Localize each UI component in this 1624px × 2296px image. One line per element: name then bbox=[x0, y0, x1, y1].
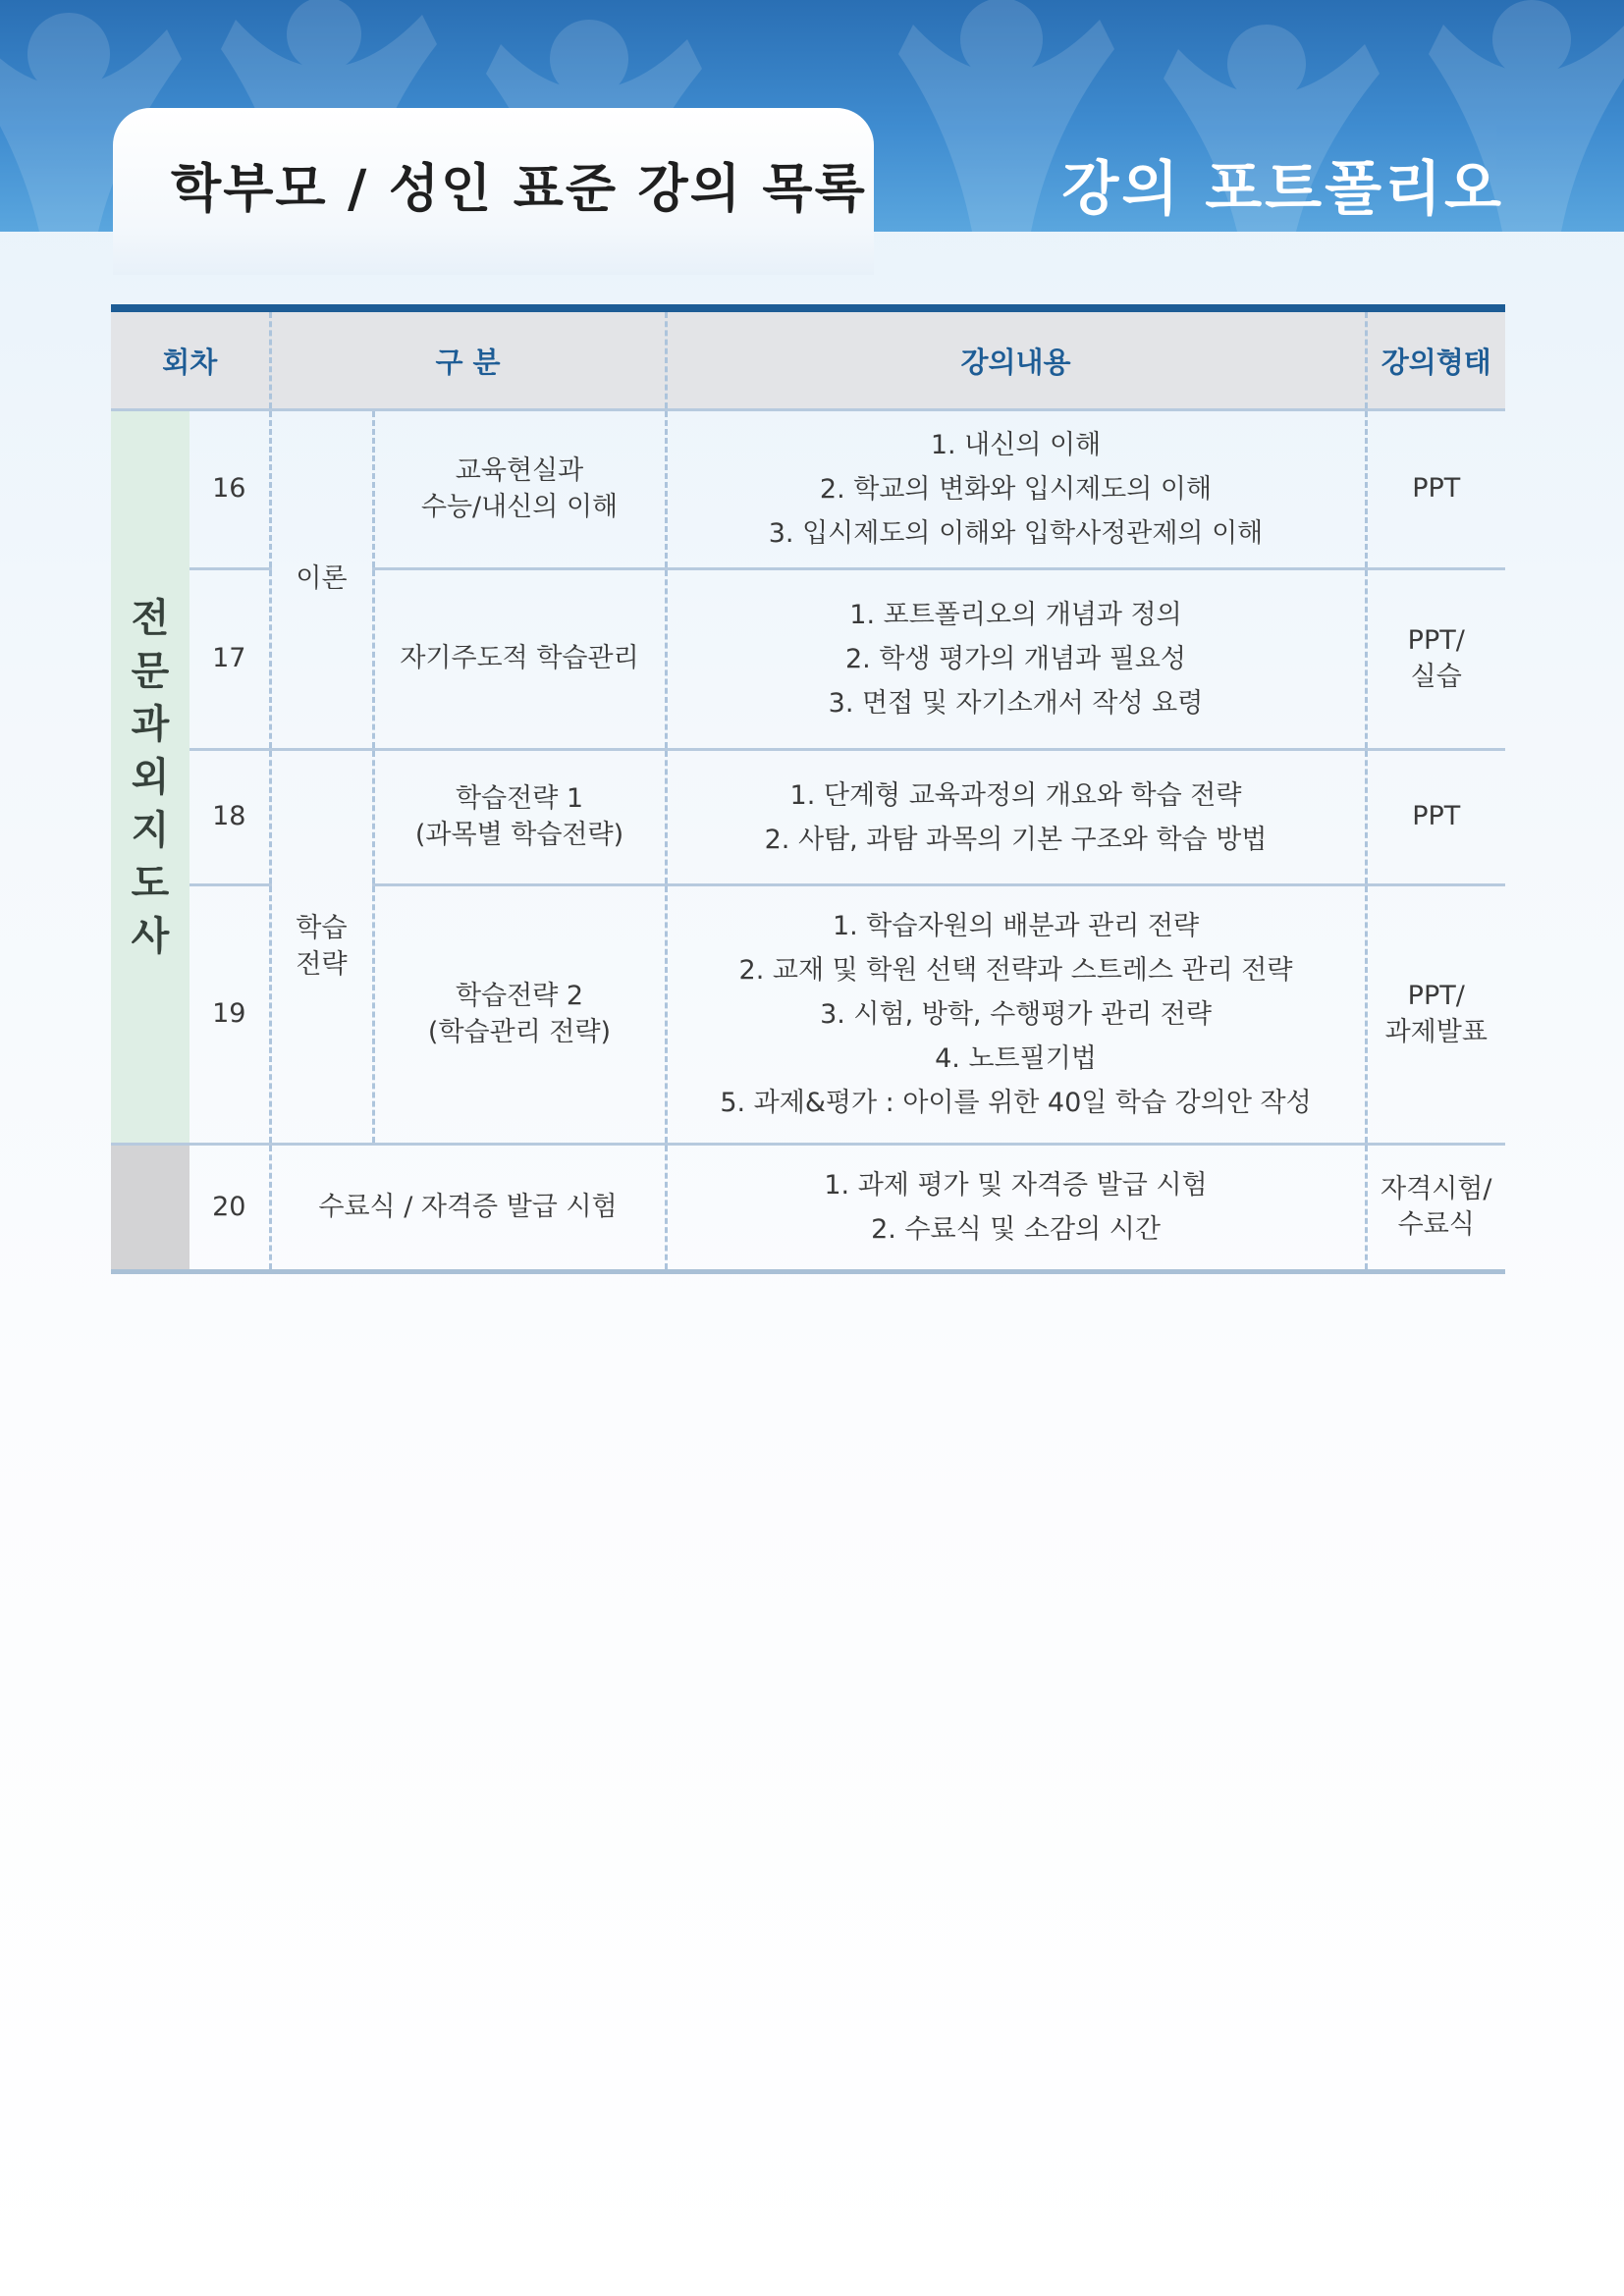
lecture-content bbox=[666, 1145, 1366, 1272]
content-item: 1. 포트폴리오의 개념과 정의 bbox=[849, 600, 1182, 630]
table-row bbox=[111, 750, 1505, 885]
category-cell-empty bbox=[111, 1145, 189, 1272]
page-title: 학부모 / 성인 표준 강의 목록 bbox=[171, 159, 867, 219]
topic: 학습전략 1 (과목별 학습전략) bbox=[373, 750, 666, 885]
content-item: 1. 내신의 이해 bbox=[930, 430, 1102, 460]
category-label: 전 문 과 외 지 도 사 bbox=[131, 595, 170, 959]
col-header-session: 회차 bbox=[111, 308, 270, 410]
session-number: 16 bbox=[212, 473, 246, 505]
lecture-content bbox=[666, 750, 1366, 885]
content-item: 5. 과제&평가 : 아이를 위한 40일 학습 강의안 작성 bbox=[720, 1088, 1312, 1118]
category-cell bbox=[111, 410, 189, 1145]
course-table bbox=[111, 304, 1505, 1274]
topic: 학습전략 2 (학습관리 전략) bbox=[373, 885, 666, 1145]
content-item: 1. 학습자원의 배분과 관리 전략 bbox=[832, 911, 1200, 941]
group-label: 학습 전략 bbox=[270, 750, 373, 1145]
session-number: 17 bbox=[189, 569, 270, 750]
content-item: 3. 입시제도의 이해와 입학사정관제의 이해 bbox=[768, 518, 1264, 549]
table-row bbox=[111, 1145, 1505, 1272]
content-item: 4. 노트필기법 bbox=[935, 1043, 1097, 1074]
content-item: 1. 과제 평가 및 자격증 발급 시험 bbox=[824, 1170, 1208, 1201]
content-item: 2. 교재 및 학원 선택 전략과 스트레스 관리 전략 bbox=[738, 955, 1293, 986]
session-number: 19 bbox=[189, 885, 270, 1145]
lecture-format: PPT bbox=[1366, 750, 1505, 885]
session-number: 18 bbox=[189, 750, 270, 885]
content-item: 3. 면접 및 자기소개서 작성 요령 bbox=[828, 688, 1204, 719]
content-item: 2. 수료식 및 소감의 시간 bbox=[871, 1214, 1161, 1245]
topic: 수료식 / 자격증 발급 시험 bbox=[270, 1145, 666, 1272]
brand-title: 강의 포트폴리오 bbox=[1061, 155, 1504, 224]
topic: 자기주도적 학습관리 bbox=[373, 569, 666, 750]
lecture-format: 자격시험/ 수료식 bbox=[1366, 1145, 1505, 1272]
table-row bbox=[111, 410, 1505, 569]
col-header-content: 강의내용 bbox=[666, 308, 1366, 410]
lecture-format: PPT/ 실습 bbox=[1366, 569, 1505, 750]
content-item: 3. 시험, 방학, 수행평가 관리 전략 bbox=[820, 999, 1212, 1030]
lecture-content bbox=[666, 410, 1366, 569]
col-header-category: 구 분 bbox=[270, 308, 666, 410]
lecture-format: PPT bbox=[1366, 410, 1505, 569]
table-header-row bbox=[111, 308, 1505, 410]
content-item: 1. 단계형 교육과정의 개요와 학습 전략 bbox=[789, 779, 1242, 811]
col-header-format: 강의형태 bbox=[1366, 308, 1505, 410]
group-label: 이론 bbox=[270, 410, 373, 750]
topic: 교육현실과 수능/내신의 이해 bbox=[373, 410, 666, 569]
session-number: 20 bbox=[189, 1145, 270, 1272]
content-item: 2. 학교의 변화와 입시제도의 이해 bbox=[819, 474, 1213, 505]
content-item: 2. 학생 평가의 개념과 필요성 bbox=[845, 644, 1186, 674]
lecture-content bbox=[666, 885, 1366, 1145]
lecture-format: PPT/ 과제발표 bbox=[1366, 885, 1505, 1145]
lecture-content bbox=[666, 569, 1366, 750]
content-item: 2. 사탐, 과탐 과목의 기본 구조와 학습 방법 bbox=[764, 824, 1268, 855]
